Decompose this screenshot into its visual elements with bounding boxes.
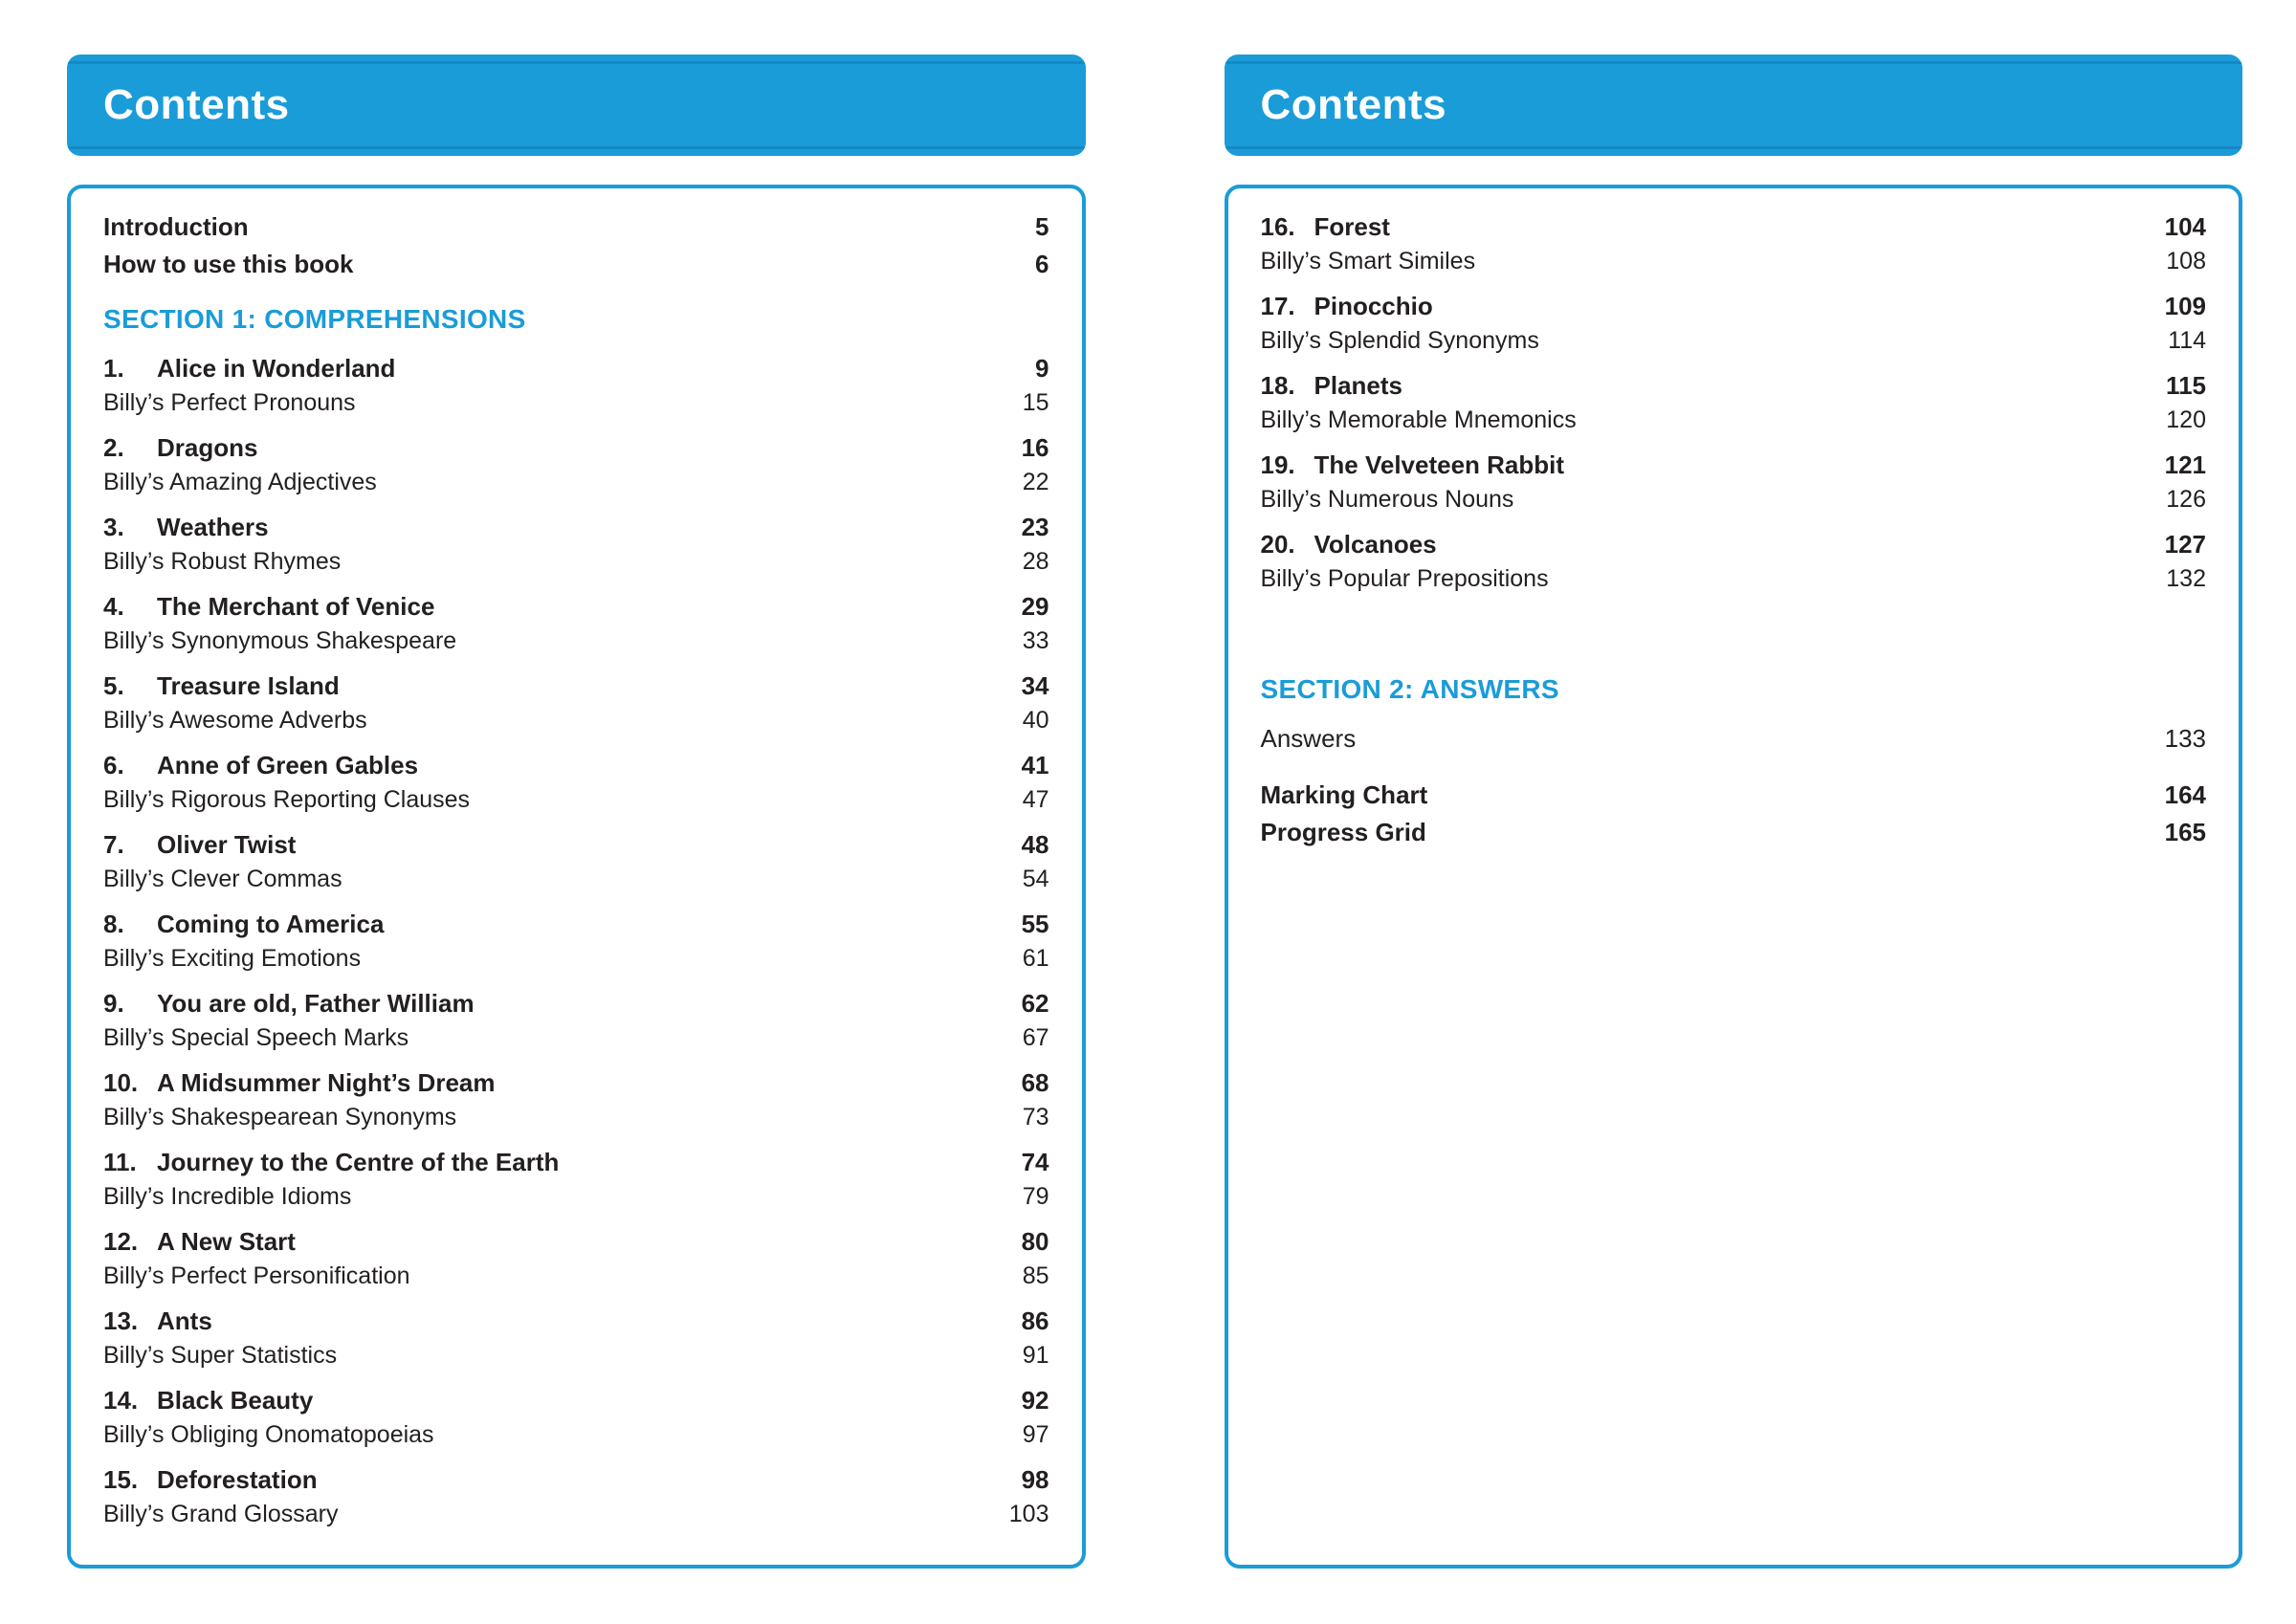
toc-row-title: How to use this book (103, 250, 354, 278)
toc-entry-sub-line (103, 1418, 1049, 1452)
toc-entry-sub-page: 126 (2166, 486, 2206, 513)
toc-entry (1261, 289, 2207, 358)
toc-entry (103, 748, 1049, 817)
toc-entry-title-line (1261, 448, 2207, 483)
toc-entry-number: 2. (103, 433, 124, 462)
toc-entry-sub-line (1261, 245, 2207, 278)
toc-entry-title: Journey to the Centre of the Earth (157, 1148, 560, 1176)
toc-list-right (1225, 185, 2243, 1569)
toc-entry-sub-page: 114 (2168, 327, 2206, 354)
toc-entry-number: 18. (1260, 371, 1295, 400)
toc-entry-sub-line (103, 1101, 1049, 1134)
toc-entry-sub-page: 97 (1022, 1421, 1049, 1448)
toc-entry-page: 115 (2166, 371, 2206, 400)
toc-entry-title-line (103, 1224, 1049, 1260)
toc-row-page: 165 (2164, 818, 2206, 846)
toc-simple-row (1261, 721, 2207, 757)
toc-entry-number: 13. (103, 1306, 139, 1335)
toc-entry (103, 1304, 1049, 1372)
toc-entry-number: 1. (103, 354, 124, 383)
page-header-left (67, 55, 1086, 156)
toc-entry (103, 986, 1049, 1055)
toc-row-title: Introduction (103, 212, 249, 241)
toc-entry (103, 669, 1049, 737)
toc-entry-sub-line (103, 466, 1049, 499)
toc-entry-sub-line (103, 1180, 1049, 1214)
toc-entry-title: Dragons (157, 433, 258, 462)
toc-entry-sub-line (1261, 483, 2207, 516)
toc-entry-subtitle: Billy’s Amazing Adjectives (103, 469, 377, 495)
toc-entry-page: 16 (1021, 433, 1049, 462)
toc-entry-page: 34 (1021, 671, 1049, 700)
toc-entry-sub-page: 132 (2166, 565, 2206, 592)
toc-entry-subtitle: Billy’s Memorable Mnemonics (1260, 406, 1577, 433)
toc-entry-page: 109 (2164, 292, 2206, 320)
toc-entry-subtitle: Billy’s Special Speech Marks (103, 1024, 409, 1051)
toc-entry-title: Weathers (157, 513, 269, 541)
toc-entry-title-line (1261, 527, 2207, 562)
toc-entry-subtitle: Billy’s Obliging Onomatopoeias (103, 1421, 434, 1448)
toc-entry-title-line (103, 1065, 1049, 1101)
toc-entry-sub-line (1261, 324, 2207, 358)
toc-entry-subtitle: Billy’s Popular Prepositions (1260, 565, 1549, 592)
toc-entry (103, 907, 1049, 976)
toc-entry-sub-line (103, 625, 1049, 658)
toc-entry-sub-line (103, 783, 1049, 817)
toc-entry-title-line (1261, 209, 2207, 245)
toc-entry (103, 1145, 1049, 1214)
toc-entry-title-line (103, 510, 1049, 545)
toc-entry-title: The Merchant of Venice (157, 592, 435, 621)
toc-entry-sub-page: 40 (1022, 707, 1049, 734)
toc-row-title: Answers (1260, 724, 1357, 753)
toc-entry-number: 16. (1260, 212, 1295, 241)
toc-entry-page: 98 (1021, 1465, 1049, 1494)
toc-entry-sub-line (1261, 562, 2207, 596)
toc-entry-subtitle: Billy’s Numerous Nouns (1260, 486, 1514, 513)
toc-entry-title: Oliver Twist (157, 830, 297, 859)
toc-entry-title-line (103, 907, 1049, 942)
toc-entry-page: 55 (1021, 910, 1049, 938)
toc-entry-page: 121 (2164, 450, 2206, 479)
toc-entry-sub-page: 108 (2166, 248, 2206, 274)
toc-entry-page: 41 (1021, 751, 1049, 779)
toc-entry-sub-page: 28 (1022, 548, 1049, 575)
toc-entry-sub-line (103, 1339, 1049, 1372)
toc-entry-sub-page: 120 (2166, 406, 2206, 433)
toc-entry-subtitle: Billy’s Grand Glossary (103, 1501, 339, 1527)
toc-entry-page: 23 (1021, 513, 1049, 541)
toc-entry-subtitle: Billy’s Splendid Synonyms (1260, 327, 1539, 354)
toc-entry (103, 1462, 1049, 1531)
toc-entry-subtitle: Billy’s Incredible Idioms (103, 1183, 352, 1210)
toc-entry (1261, 368, 2207, 437)
toc-entry-title: The Velveteen Rabbit (1314, 450, 1565, 479)
toc-entry-title-line (103, 986, 1049, 1021)
section-heading: SECTION 1: COMPREHENSIONS (103, 304, 526, 334)
toc-entry-title: Planets (1314, 371, 1402, 400)
toc-entry (103, 1224, 1049, 1293)
toc-entry-title: Treasure Island (157, 671, 340, 700)
spacer-small (1261, 758, 2207, 778)
toc-entry-page: 62 (1021, 989, 1049, 1018)
toc-entry-title-line (103, 351, 1049, 386)
toc-entry-number: 12. (103, 1227, 139, 1256)
toc-row-page: 5 (1035, 212, 1049, 241)
toc-entry-page: 86 (1021, 1306, 1049, 1335)
contents-page-left (67, 55, 1086, 1569)
page-header-right (1225, 55, 2243, 156)
toc-entry-sub-page: 33 (1022, 627, 1049, 654)
toc-entry (103, 351, 1049, 420)
toc-entry-number: 3. (103, 513, 124, 541)
toc-entry-title-line (103, 1145, 1049, 1180)
toc-entry-number: 8. (103, 910, 124, 938)
spacer (1261, 606, 2207, 652)
toc-entry-title-line (103, 589, 1049, 625)
toc-row-page: 164 (2164, 780, 2206, 809)
toc-entry-sub-line (103, 863, 1049, 896)
toc-entry-title: Alice in Wonderland (157, 354, 396, 383)
toc-entry-title-line (1261, 368, 2207, 404)
toc-entry-sub-line (103, 704, 1049, 737)
toc-entry-number: 19. (1260, 450, 1295, 479)
toc-entry-number: 11. (103, 1148, 137, 1176)
toc-entry-page: 68 (1021, 1068, 1049, 1097)
toc-entry-title-line (103, 669, 1049, 704)
toc-entry-number: 20. (1260, 530, 1295, 559)
toc-entry-title: Forest (1314, 212, 1390, 241)
toc-entry (103, 589, 1049, 658)
toc-entry-sub-page: 22 (1022, 469, 1049, 495)
toc-entry-subtitle: Billy’s Smart Similes (1260, 248, 1476, 274)
toc-entry-number: 9. (103, 989, 124, 1018)
toc-entry-title-line (1261, 289, 2207, 324)
toc-entry-subtitle: Billy’s Awesome Adverbs (103, 707, 367, 734)
toc-entry-sub-page: 54 (1022, 866, 1049, 892)
toc-entry-sub-line (103, 1498, 1049, 1531)
toc-entry-subtitle: Billy’s Exciting Emotions (103, 945, 362, 972)
toc-entry-page: 92 (1021, 1386, 1049, 1415)
toc-simple-row (103, 247, 1049, 282)
toc-entry-title-line (103, 748, 1049, 783)
toc-row-page: 133 (2164, 724, 2206, 753)
toc-entry-subtitle: Billy’s Rigorous Reporting Clauses (103, 786, 471, 813)
toc-simple-row (1261, 815, 2207, 850)
toc-entry-subtitle: Billy’s Clever Commas (103, 866, 342, 892)
toc-entry-subtitle: Billy’s Perfect Personification (103, 1262, 410, 1289)
toc-entry-title: Ants (157, 1306, 212, 1335)
toc-entry (103, 1065, 1049, 1134)
toc-row-page: 6 (1035, 250, 1049, 278)
toc-entry-title: You are old, Father William (157, 989, 475, 1018)
toc-entry-page: 74 (1021, 1148, 1049, 1176)
toc-row-title: Marking Chart (1260, 780, 1428, 809)
toc-entry-sub-line (103, 1260, 1049, 1293)
toc-entry (103, 1383, 1049, 1452)
toc-entry (1261, 527, 2207, 596)
toc-entry-title-line (103, 430, 1049, 466)
toc-simple-row (1261, 778, 2207, 813)
toc-entry-page: 127 (2164, 530, 2206, 559)
toc-entry-subtitle: Billy’s Perfect Pronouns (103, 389, 356, 416)
toc-entry-title: Deforestation (157, 1465, 318, 1494)
toc-entry-number: 6. (103, 751, 124, 779)
toc-entry-page: 104 (2164, 212, 2206, 241)
toc-entry-title-line (103, 1383, 1049, 1418)
toc-entry-sub-line (103, 386, 1049, 420)
toc-entry-sub-line (103, 545, 1049, 579)
toc-entry-title: Black Beauty (157, 1386, 314, 1415)
toc-entry-sub-line (103, 1021, 1049, 1055)
toc-entry-page: 29 (1021, 592, 1049, 621)
toc-entry-subtitle: Billy’s Synonymous Shakespeare (103, 627, 457, 654)
toc-entry-page: 48 (1021, 830, 1049, 859)
toc-entry-subtitle: Billy’s Robust Rhymes (103, 548, 342, 575)
toc-entry-title: Pinocchio (1314, 292, 1433, 320)
toc-entry-number: 14. (103, 1386, 139, 1415)
toc-entry-number: 5. (103, 671, 124, 700)
toc-entry-subtitle: Billy’s Super Statistics (103, 1342, 338, 1369)
toc-entry-title: A New Start (157, 1227, 296, 1256)
toc-entry-sub-page: 85 (1022, 1262, 1049, 1289)
toc-entry-number: 15. (103, 1465, 139, 1494)
toc-entry-sub-page: 47 (1022, 786, 1049, 813)
toc-entry-title-line (103, 1304, 1049, 1339)
toc-entry-title: Anne of Green Gables (157, 751, 419, 779)
toc-entry-sub-page: 91 (1022, 1342, 1049, 1369)
toc-entry-sub-page: 79 (1022, 1183, 1049, 1210)
toc-entry-sub-page: 73 (1022, 1104, 1049, 1130)
toc-entry-number: 10. (103, 1068, 139, 1097)
toc-entry (103, 827, 1049, 896)
toc-entry-sub-page: 103 (1008, 1501, 1049, 1527)
toc-entry-page: 9 (1035, 354, 1049, 383)
toc-list-left (67, 185, 1086, 1569)
toc-entry (1261, 448, 2207, 516)
section-heading: SECTION 2: ANSWERS (1260, 674, 1559, 704)
page-title: Contents (103, 81, 290, 128)
toc-entry-page: 80 (1021, 1227, 1049, 1256)
toc-entry-title-line (103, 1462, 1049, 1498)
toc-entry (103, 510, 1049, 579)
toc-entry-number: 7. (103, 830, 124, 859)
toc-entry-number: 17. (1260, 292, 1295, 320)
toc-entry-title-line (103, 827, 1049, 863)
toc-entry-sub-page: 61 (1022, 945, 1049, 972)
contents-page-right (1225, 55, 2243, 1569)
toc-entry-title: Volcanoes (1314, 530, 1437, 559)
toc-entry-number: 4. (103, 592, 124, 621)
toc-entry-sub-page: 67 (1022, 1024, 1049, 1051)
toc-simple-row (103, 209, 1049, 245)
toc-entry-title: Coming to America (157, 910, 385, 938)
toc-entry (103, 430, 1049, 499)
toc-entry (1261, 209, 2207, 278)
toc-row-title: Progress Grid (1260, 818, 1426, 846)
toc-entry-subtitle: Billy’s Shakespearean Synonyms (103, 1104, 457, 1130)
toc-entry-sub-line (103, 942, 1049, 976)
toc-entry-sub-page: 15 (1022, 389, 1049, 416)
toc-entry-sub-line (1261, 404, 2207, 437)
toc-entry-title: A Midsummer Night’s Dream (157, 1068, 496, 1097)
page-title: Contents (1260, 81, 1447, 128)
